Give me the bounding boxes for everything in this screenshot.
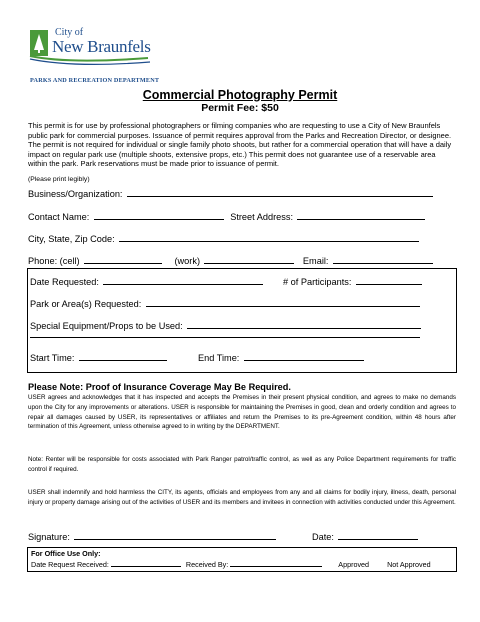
intro-paragraph: This permit is for use by professional photographers or filming companies who are requesting to use a City of New Braunfels public park for commercial purposes. Issuance of permit requires approval from the Parks and Recreation Director, or designee. The permit is not required for individual or single family photo shoots, but rather for a commercial operation that will have a daily impact on regular park use (multiple shoots, extensive props, etc.) This permit does not guarantee use of a reservable area within the park. Park reservations must be made prior to issuance of permit.: [28, 121, 452, 169]
permit-fee: Permit Fee: $50: [201, 102, 279, 114]
business-label: Business/Organization:: [28, 189, 123, 199]
participants-field[interactable]: [356, 275, 422, 285]
end-time-label: End Time:: [198, 353, 240, 363]
received-by-field[interactable]: [230, 559, 322, 567]
signature-date-field[interactable]: [338, 530, 418, 540]
date-received-field[interactable]: [111, 559, 181, 567]
print-note: (Please print legibly): [28, 176, 90, 183]
phone-cell-label: Phone: (cell): [28, 256, 80, 266]
signature-row: [28, 527, 276, 545]
department-name: PARKS AND RECREATION DEPARTMENT: [30, 77, 160, 84]
city-row: [28, 229, 419, 247]
start-time-label: Start Time:: [30, 353, 75, 363]
area-field[interactable]: [146, 297, 420, 307]
street-field[interactable]: [297, 210, 425, 220]
city-state-zip-label: City, State, Zip Code:: [28, 234, 115, 244]
date-requested-field[interactable]: [103, 275, 263, 285]
business-row: [28, 184, 433, 202]
office-use-title: For Office Use Only:: [31, 549, 101, 558]
start-time-row: [30, 348, 167, 366]
signature-field[interactable]: [74, 530, 276, 540]
end-time-row: [198, 348, 364, 366]
signature-date-label: Date:: [312, 532, 334, 542]
date-requested-label: Date Requested:: [30, 277, 99, 287]
business-field[interactable]: [127, 187, 433, 197]
participants-row: [283, 272, 422, 290]
contact-field[interactable]: [94, 210, 224, 220]
date-requested-row: [30, 272, 263, 290]
email-label: Email:: [302, 256, 329, 266]
street-label: Street Address:: [230, 212, 294, 222]
equipment-label: Special Equipment/Props to be Used:: [30, 321, 183, 331]
approved-option[interactable]: Approved: [338, 560, 370, 569]
equipment-field-line2[interactable]: [30, 328, 420, 338]
signature-date-row: [312, 527, 418, 545]
phone-cell-field[interactable]: [84, 254, 162, 264]
received-by-label: Received By:: [185, 560, 229, 569]
end-time-field[interactable]: [244, 351, 364, 361]
area-label: Park or Area(s) Requested:: [30, 299, 142, 309]
city-label: City of: [55, 27, 84, 38]
signature-label: Signature:: [28, 532, 70, 542]
office-use-row: [31, 559, 431, 569]
date-received-label: Date Request Received:: [31, 560, 109, 569]
city-state-zip-field[interactable]: [119, 232, 419, 242]
city-name: New Braunfels: [52, 37, 151, 56]
contact-row: [28, 207, 425, 225]
page-title: Commercial Photography Permit: [142, 88, 338, 102]
legal-paragraph-2: Note: Renter will be responsible for costs associated with Park Ranger patrol/traffic control, as well as any Police Department requirements for traffic control if required.: [28, 456, 456, 473]
legal-paragraph-3: USER shall indemnify and hold harmless the CITY, its agents, officials and employees from any and all claims for bodily injury, illness, death, personal injury or property damage arising out of the activities of USER and its members and invitees in connection with activities conducted under this Agreement.: [28, 489, 456, 506]
contact-label: Contact Name:: [28, 212, 90, 222]
email-field[interactable]: [333, 254, 433, 264]
office-use-box: [27, 547, 457, 572]
area-row: [30, 294, 420, 312]
not-approved-option[interactable]: Not Approved: [387, 560, 431, 569]
phone-work-label: (work): [174, 256, 201, 266]
phone-row: [28, 251, 433, 269]
participants-label: # of Participants:: [283, 277, 352, 287]
insurance-note: Please Note: Proof of Insurance Coverage May Be Required.: [28, 382, 291, 392]
phone-work-field[interactable]: [204, 254, 294, 264]
legal-paragraph-1: USER agrees and acknowledges that it has inspected and accepts the Premises in their present physical condition, and agrees to make no demands upon the City for any improvements or alterations. USER is responsible for maintaining the Premises in good, clean and orderly condition and agrees to repair all damages caused by USER, its representatives or affiliates and return the Premises to its pre-Agreement condition, within 48 hours after termination of this Agreement, unless otherwise agreed to in writing by the DEPARTMENT.: [28, 394, 456, 431]
start-time-field[interactable]: [79, 351, 167, 361]
